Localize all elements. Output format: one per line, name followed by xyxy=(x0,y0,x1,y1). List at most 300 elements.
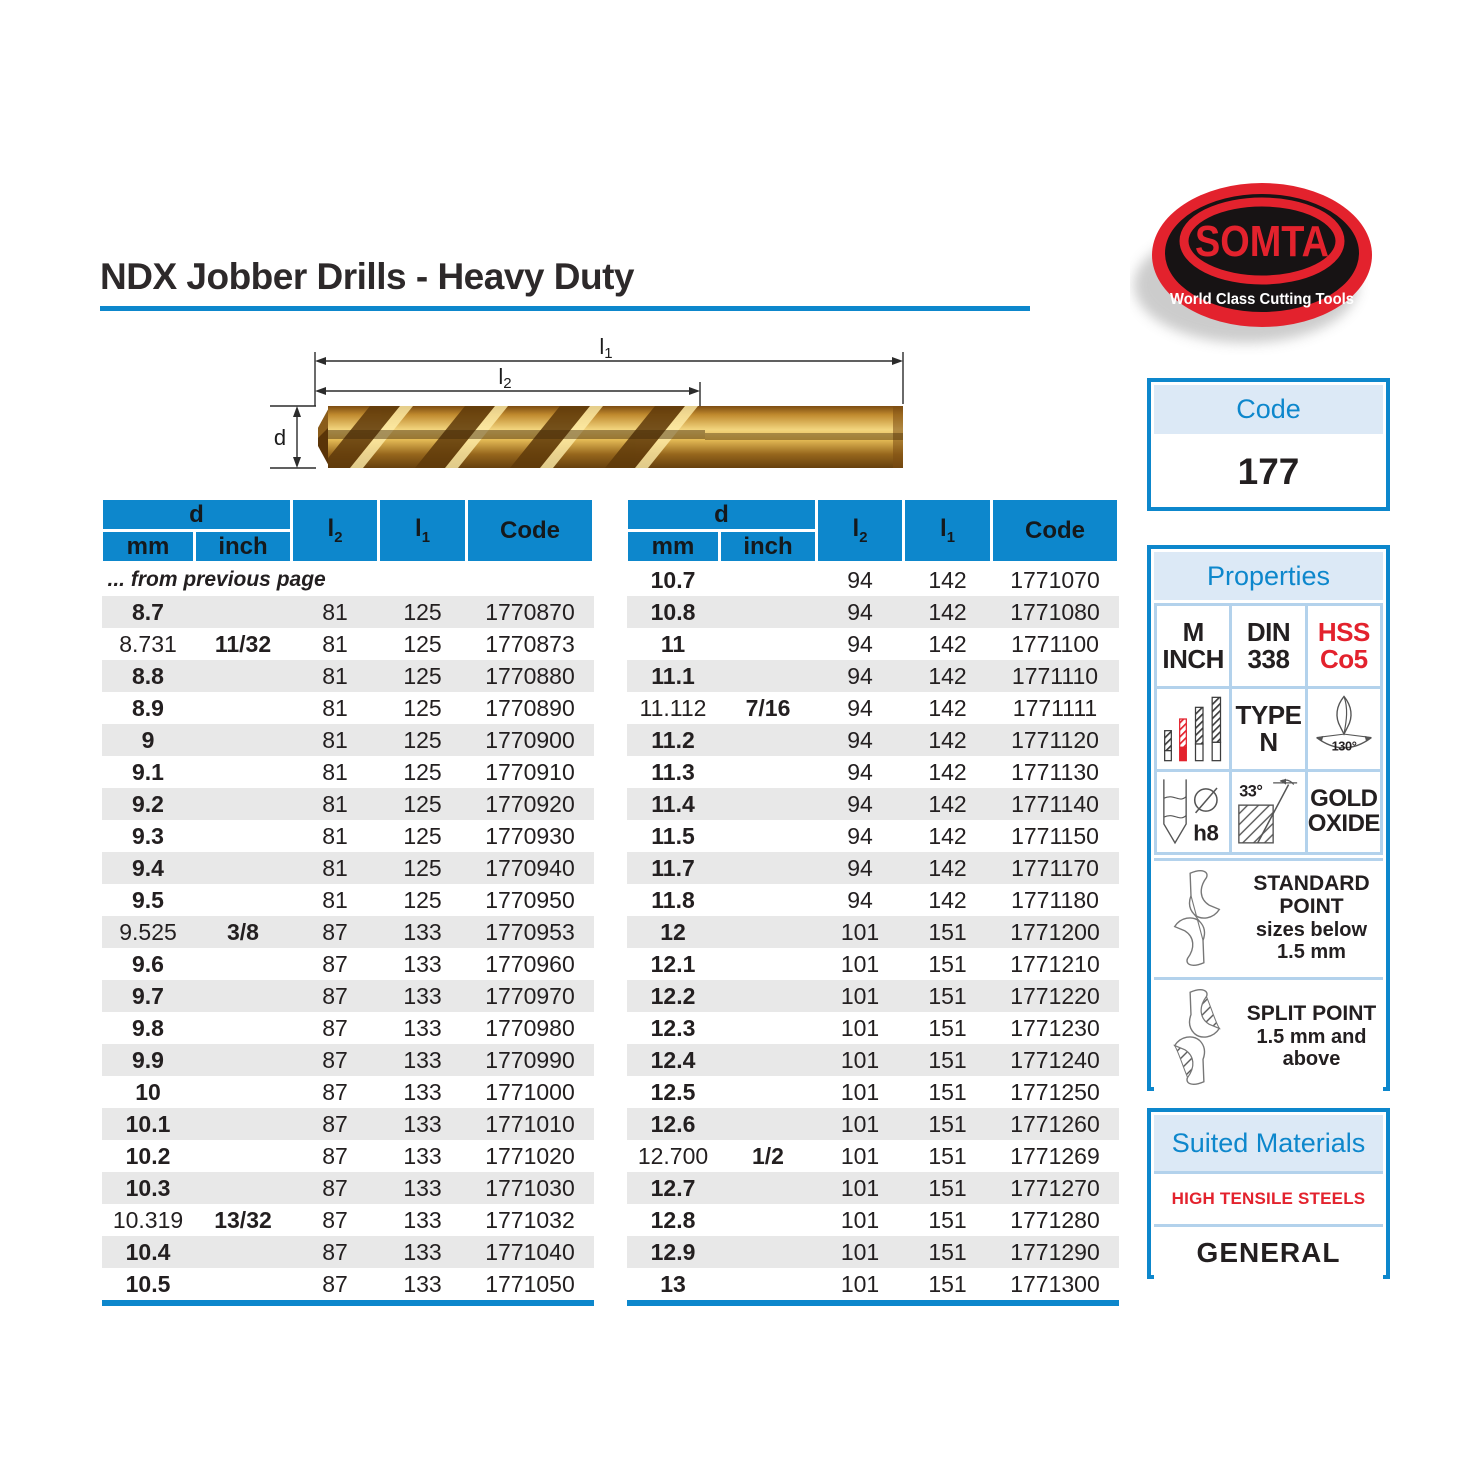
l2-cell: 101 xyxy=(817,1236,904,1268)
l2-cell: 87 xyxy=(292,1108,379,1140)
l2-cell: 81 xyxy=(322,631,348,657)
mm-cell: 8.9 xyxy=(132,695,164,721)
helix-angle-cell xyxy=(1232,772,1304,852)
col-header-mm: mm xyxy=(102,531,195,563)
size-row xyxy=(627,852,1119,884)
size-row xyxy=(102,820,594,852)
code-cell: 1771030 xyxy=(467,1172,594,1204)
series-code: 177 xyxy=(1237,451,1300,492)
l1-cell: 125 xyxy=(379,724,467,756)
l2-cell: 87 xyxy=(322,951,348,977)
inch-cell xyxy=(720,1044,817,1076)
size-row xyxy=(102,756,594,788)
code-cell: 1771150 xyxy=(1011,823,1099,849)
inch-cell xyxy=(720,916,817,948)
size-row xyxy=(627,1140,1119,1172)
l1-cell: 133 xyxy=(403,1015,442,1041)
inch-cell xyxy=(720,596,817,628)
property-gold-oxide: GOLD OXIDE xyxy=(1308,772,1380,852)
l2-cell: 87 xyxy=(292,1172,379,1204)
l2-cell: 94 xyxy=(847,823,873,849)
l1-cell: 125 xyxy=(403,887,442,913)
inch-cell xyxy=(720,1076,817,1108)
col-header-code: Code xyxy=(467,499,594,563)
l1-cell: 125 xyxy=(403,759,442,785)
mm-cell: 11.1 xyxy=(627,660,720,692)
l1-cell: 151 xyxy=(928,1079,967,1105)
inch-cell xyxy=(195,1268,292,1303)
code-cell: 1771290 xyxy=(992,1236,1119,1268)
inch-cell xyxy=(720,628,817,660)
code-cell: 1771230 xyxy=(1010,1015,1100,1041)
suited-materials-header: Suited Materials xyxy=(1154,1115,1383,1171)
l2-cell: 94 xyxy=(847,695,873,721)
l2-cell: 81 xyxy=(292,724,379,756)
mm-cell: 9 xyxy=(102,724,195,756)
inch-cell xyxy=(720,1172,817,1204)
l2-cell: 94 xyxy=(817,596,904,628)
l2-cell: 101 xyxy=(840,1143,880,1169)
l2-cell: 87 xyxy=(292,980,379,1012)
suited-materials-panel xyxy=(1147,1108,1390,1279)
code-cell: 1771100 xyxy=(1011,631,1099,657)
l1-cell: 133 xyxy=(403,1207,442,1233)
title-underline xyxy=(100,306,1030,311)
mm-cell: 11.112 xyxy=(639,695,707,721)
size-row xyxy=(627,916,1119,948)
size-row xyxy=(627,1172,1119,1204)
code-cell: 1771000 xyxy=(485,1079,575,1105)
l2-cell: 101 xyxy=(840,951,880,977)
col-header-mm: mm xyxy=(627,531,720,563)
properties-panel xyxy=(1147,545,1390,1091)
l1-cell: 142 xyxy=(928,759,967,785)
size-row xyxy=(102,660,594,692)
code-cell: 1771300 xyxy=(1010,1271,1100,1297)
standard-point-section: STANDARD POINT sizes below 1.5 mm xyxy=(1154,858,1383,974)
size-row xyxy=(102,948,594,980)
size-row xyxy=(102,1012,594,1044)
size-row xyxy=(102,1076,594,1108)
size-row xyxy=(627,1268,1119,1303)
inch-cell xyxy=(195,756,292,788)
mm-cell: 10.8 xyxy=(627,596,720,628)
l1-cell: 142 xyxy=(904,724,992,756)
mm-cell: 12.3 xyxy=(650,1015,696,1041)
l2-cell: 81 xyxy=(292,852,379,884)
size-row xyxy=(627,884,1119,916)
l2-cell: 94 xyxy=(817,852,904,884)
point-angle-cell xyxy=(1308,689,1380,769)
code-cell: 1771120 xyxy=(992,724,1119,756)
l1-cell: 142 xyxy=(904,788,992,820)
mm-cell: 10.319 xyxy=(112,1207,184,1233)
somta-logo xyxy=(1130,163,1420,368)
code-cell: 1770873 xyxy=(485,631,575,657)
size-row xyxy=(102,1140,594,1172)
inch-cell: 1/2 xyxy=(752,1143,784,1169)
code-cell: 1770980 xyxy=(485,1015,575,1041)
size-row xyxy=(627,788,1119,820)
helix-angle-33-icon xyxy=(1232,776,1304,848)
l2-cell: 94 xyxy=(847,567,873,593)
l1-cell: 133 xyxy=(403,1079,442,1105)
l1-cell: 151 xyxy=(904,1172,992,1204)
size-row xyxy=(627,948,1119,980)
mm-cell: 8.731 xyxy=(119,631,177,657)
code-cell: 1770970 xyxy=(467,980,594,1012)
inch-cell xyxy=(195,692,292,724)
l2-cell: 81 xyxy=(322,823,348,849)
l1-cell: 142 xyxy=(928,695,967,721)
inch-cell xyxy=(720,563,817,597)
code-cell: 1771250 xyxy=(1010,1079,1100,1105)
size-row xyxy=(627,724,1119,756)
tolerance-cell xyxy=(1157,772,1229,852)
drill-photo xyxy=(318,406,903,468)
size-row xyxy=(627,756,1119,788)
code-cell: 1771070 xyxy=(1010,567,1100,593)
l2-cell: 87 xyxy=(292,1044,379,1076)
mm-cell: 9.1 xyxy=(132,759,164,785)
inch-cell: 11/32 xyxy=(214,631,272,657)
code-cell: 1770920 xyxy=(467,788,594,820)
inch-cell xyxy=(195,1076,292,1108)
l1-cell: 151 xyxy=(904,1044,992,1076)
size-row xyxy=(627,628,1119,660)
dim-label-l1: l1 xyxy=(599,334,613,362)
l2-cell: 94 xyxy=(847,631,873,657)
code-cell: 1770870 xyxy=(467,596,594,628)
l1-cell: 133 xyxy=(379,916,467,948)
code-cell: 1771270 xyxy=(992,1172,1119,1204)
col-header-l2: $l_2$ xyxy=(292,499,379,563)
code-cell: 1771050 xyxy=(485,1271,575,1297)
l2-cell: 81 xyxy=(292,596,379,628)
size-row xyxy=(627,1076,1119,1108)
col-header-l1: $l_1$ xyxy=(379,499,467,563)
inch-cell xyxy=(720,660,817,692)
mm-cell: 12 xyxy=(627,916,720,948)
code-cell: 1770930 xyxy=(485,823,575,849)
properties-panel-header: Properties xyxy=(1154,552,1383,600)
code-cell: 1771240 xyxy=(992,1044,1119,1076)
inch-cell xyxy=(195,948,292,980)
l2-cell: 81 xyxy=(292,660,379,692)
size-table-right xyxy=(625,497,1120,1306)
inch-cell: 13/32 xyxy=(214,1207,272,1233)
l1-cell: 125 xyxy=(379,852,467,884)
l1-cell: 142 xyxy=(904,660,992,692)
l1-cell: 133 xyxy=(403,1271,442,1297)
l2-cell: 94 xyxy=(817,660,904,692)
size-row xyxy=(627,596,1119,628)
standard-point-icon xyxy=(1154,866,1240,970)
mm-cell: 8.8 xyxy=(102,660,195,692)
l1-cell: 133 xyxy=(379,1044,467,1076)
l1-cell: 142 xyxy=(928,631,967,657)
l1-cell: 125 xyxy=(379,660,467,692)
col-header-l2: $l_2$ xyxy=(817,499,904,563)
mm-cell: 11.8 xyxy=(651,887,695,913)
code-cell: 1770900 xyxy=(467,724,594,756)
l1-cell: 125 xyxy=(379,788,467,820)
size-row xyxy=(102,1108,594,1140)
l2-cell: 87 xyxy=(292,1236,379,1268)
l2-cell: 101 xyxy=(817,1172,904,1204)
size-row xyxy=(102,884,594,916)
col-header-l1: $l_1$ xyxy=(904,499,992,563)
inch-cell: 3/8 xyxy=(195,916,292,948)
code-cell: 1770890 xyxy=(485,695,575,721)
l2-cell: 101 xyxy=(840,1271,880,1297)
size-row xyxy=(102,980,594,1012)
code-cell: 1771010 xyxy=(467,1108,594,1140)
inch-cell xyxy=(720,884,817,916)
dim-label-l2: l2 xyxy=(498,364,512,392)
l1-cell: 151 xyxy=(928,1143,967,1169)
size-row xyxy=(627,1204,1119,1236)
inch-cell xyxy=(720,1236,817,1268)
code-cell: 1770960 xyxy=(485,951,575,977)
code-cell: 1771180 xyxy=(1011,887,1099,913)
mm-cell: 10 xyxy=(135,1079,161,1105)
size-row xyxy=(102,852,594,884)
drill-diagram xyxy=(250,330,960,495)
inch-cell xyxy=(720,852,817,884)
l2-cell: 81 xyxy=(322,759,348,785)
drills-icon xyxy=(1158,694,1228,764)
size-row xyxy=(627,692,1119,724)
l2-cell: 101 xyxy=(840,1015,880,1041)
l2-cell: 81 xyxy=(292,788,379,820)
mm-cell: 9.4 xyxy=(102,852,195,884)
mm-cell: 12.8 xyxy=(650,1207,696,1233)
mm-cell: 9.6 xyxy=(132,951,164,977)
code-cell: 1770940 xyxy=(467,852,594,884)
inch-cell xyxy=(720,756,817,788)
split-point-section: SPLIT POINT 1.5 mm and above xyxy=(1154,977,1383,1093)
col-header-inch: inch xyxy=(195,531,292,563)
size-row xyxy=(627,1108,1119,1140)
svg-text:33°: 33° xyxy=(1239,782,1263,801)
inch-cell xyxy=(720,948,817,980)
code-panel-header: Code xyxy=(1154,385,1383,434)
size-row xyxy=(102,1044,594,1076)
mm-cell: 10.5 xyxy=(125,1271,171,1297)
property-type-n: TYPE N xyxy=(1232,689,1304,769)
mm-cell: 10.3 xyxy=(102,1172,195,1204)
mm-cell: 12.9 xyxy=(627,1236,720,1268)
code-cell: 1771260 xyxy=(992,1108,1119,1140)
size-row xyxy=(102,1236,594,1268)
l2-cell: 101 xyxy=(840,1207,880,1233)
size-row xyxy=(102,1204,594,1236)
point-angle-130-icon xyxy=(1308,693,1380,765)
code-cell: 1771170 xyxy=(992,852,1119,884)
mm-cell: 9.3 xyxy=(132,823,164,849)
size-row xyxy=(627,820,1119,852)
code-cell: 1770880 xyxy=(467,660,594,692)
mm-cell: 13 xyxy=(660,1271,686,1297)
l1-cell: 125 xyxy=(403,823,442,849)
properties-grid xyxy=(1154,603,1383,855)
col-header-d: d xyxy=(627,499,817,531)
size-row xyxy=(102,1172,594,1204)
inch-cell xyxy=(195,596,292,628)
l2-cell: 87 xyxy=(292,916,379,948)
mm-cell: 9.9 xyxy=(102,1044,195,1076)
logo-tagline: World Class Cutting Tools xyxy=(1170,291,1355,308)
l2-cell: 94 xyxy=(847,887,873,913)
svg-text:h8: h8 xyxy=(1193,820,1219,846)
inch-cell xyxy=(195,724,292,756)
l2-cell: 101 xyxy=(817,980,904,1012)
l1-cell: 142 xyxy=(928,823,967,849)
l1-cell: 151 xyxy=(928,1015,967,1041)
code-panel xyxy=(1147,378,1390,511)
page-title: NDX Jobber Drills - Heavy Duty xyxy=(100,256,634,297)
inch-cell xyxy=(720,1268,817,1303)
code-cell: 1771210 xyxy=(1010,951,1100,977)
l1-cell: 125 xyxy=(403,631,442,657)
inch-cell xyxy=(720,1012,817,1044)
code-cell: 1771110 xyxy=(992,660,1119,692)
mm-cell: 10.1 xyxy=(102,1108,195,1140)
inch-cell xyxy=(195,660,292,692)
l2-cell: 87 xyxy=(322,1207,348,1233)
size-row xyxy=(627,563,1119,597)
tolerance-h8-icon xyxy=(1157,776,1229,848)
table-header xyxy=(102,499,594,563)
size-row xyxy=(627,1012,1119,1044)
property-din-338: DIN 338 xyxy=(1232,606,1304,686)
code-cell: 1771020 xyxy=(485,1143,575,1169)
size-row xyxy=(102,1268,594,1303)
code-cell: 1771200 xyxy=(992,916,1119,948)
l1-cell: 142 xyxy=(904,596,992,628)
code-cell: 1771032 xyxy=(485,1207,575,1233)
size-row xyxy=(627,1044,1119,1076)
inch-cell xyxy=(195,1044,292,1076)
mm-cell: 11.5 xyxy=(651,823,695,849)
mm-cell: 11.2 xyxy=(627,724,720,756)
mm-cell: 9.8 xyxy=(132,1015,164,1041)
l1-cell: 151 xyxy=(904,1108,992,1140)
code-cell: 1770953 xyxy=(467,916,594,948)
l2-cell: 101 xyxy=(817,1044,904,1076)
mm-cell: 9.7 xyxy=(102,980,195,1012)
mm-cell: 8.7 xyxy=(102,596,195,628)
l1-cell: 125 xyxy=(403,695,442,721)
mm-cell: 11.4 xyxy=(627,788,720,820)
inch-cell xyxy=(720,788,817,820)
size-row xyxy=(102,788,594,820)
material-high-tensile-steels: HIGH TENSILE STEELS xyxy=(1154,1171,1383,1224)
continuation-note-row: ... from previous page xyxy=(102,563,594,597)
l1-cell: 133 xyxy=(379,1108,467,1140)
inch-cell xyxy=(195,1172,292,1204)
inch-cell xyxy=(195,852,292,884)
svg-text:130°: 130° xyxy=(1331,738,1357,754)
l2-cell: 81 xyxy=(322,887,348,913)
l1-cell: 125 xyxy=(379,596,467,628)
l1-cell: 151 xyxy=(928,1207,967,1233)
inch-cell xyxy=(720,1108,817,1140)
mm-cell: 12.5 xyxy=(650,1079,696,1105)
l1-cell: 133 xyxy=(379,1172,467,1204)
l2-cell: 87 xyxy=(322,1079,348,1105)
mm-cell: 11.3 xyxy=(651,759,695,785)
l1-cell: 133 xyxy=(403,1143,442,1169)
l2-cell: 87 xyxy=(322,1143,348,1169)
code-cell: 1770950 xyxy=(485,887,575,913)
code-cell: 1771080 xyxy=(992,596,1119,628)
inch-cell xyxy=(195,1012,292,1044)
code-cell: 1771269 xyxy=(1010,1143,1100,1169)
mm-cell: 12.1 xyxy=(650,951,696,977)
inch-cell xyxy=(195,788,292,820)
col-header-code: Code xyxy=(992,499,1119,563)
l1-cell: 151 xyxy=(904,980,992,1012)
mm-cell: 11 xyxy=(660,631,686,657)
inch-cell xyxy=(720,980,817,1012)
mm-cell: 9.525 xyxy=(102,916,195,948)
l2-cell: 101 xyxy=(840,1079,880,1105)
mm-cell: 11.7 xyxy=(627,852,720,884)
property-hss-co5: HSS Co5 xyxy=(1308,606,1380,686)
code-cell: 1771040 xyxy=(467,1236,594,1268)
size-row xyxy=(102,724,594,756)
inch-cell xyxy=(720,724,817,756)
l1-cell: 133 xyxy=(379,980,467,1012)
size-row xyxy=(102,596,594,628)
code-cell: 1771220 xyxy=(992,980,1119,1012)
mm-cell: 12.700 xyxy=(637,1143,709,1169)
property-m-inch: M INCH xyxy=(1157,606,1229,686)
split-point-icon xyxy=(1154,985,1240,1089)
dim-label-d: d xyxy=(273,425,287,450)
size-row xyxy=(102,692,594,724)
size-row xyxy=(102,628,594,660)
material-general: GENERAL xyxy=(1154,1224,1383,1279)
l1-cell: 151 xyxy=(928,951,967,977)
l2-cell: 94 xyxy=(817,724,904,756)
code-cell: 1771280 xyxy=(1010,1207,1100,1233)
inch-cell xyxy=(195,1108,292,1140)
l1-cell: 151 xyxy=(904,1236,992,1268)
code-cell: 1771140 xyxy=(992,788,1119,820)
inch-cell xyxy=(195,980,292,1012)
inch-cell xyxy=(720,1204,817,1236)
code-cell: 1771111 xyxy=(1012,695,1098,721)
l2-cell: 94 xyxy=(817,788,904,820)
mm-cell: 10.7 xyxy=(650,567,696,593)
inch-cell: 7/16 xyxy=(745,695,791,721)
inch-cell xyxy=(195,884,292,916)
l2-cell: 101 xyxy=(817,1108,904,1140)
l2-cell: 87 xyxy=(322,1015,348,1041)
l1-cell: 142 xyxy=(904,852,992,884)
code-cell: 1770910 xyxy=(485,759,575,785)
l2-cell: 101 xyxy=(817,916,904,948)
drill-size-range-icon xyxy=(1157,689,1229,769)
size-table-left xyxy=(100,497,595,1306)
size-row xyxy=(102,916,594,948)
mm-cell: 12.6 xyxy=(627,1108,720,1140)
l1-cell: 142 xyxy=(928,887,967,913)
l1-cell: 133 xyxy=(379,1236,467,1268)
